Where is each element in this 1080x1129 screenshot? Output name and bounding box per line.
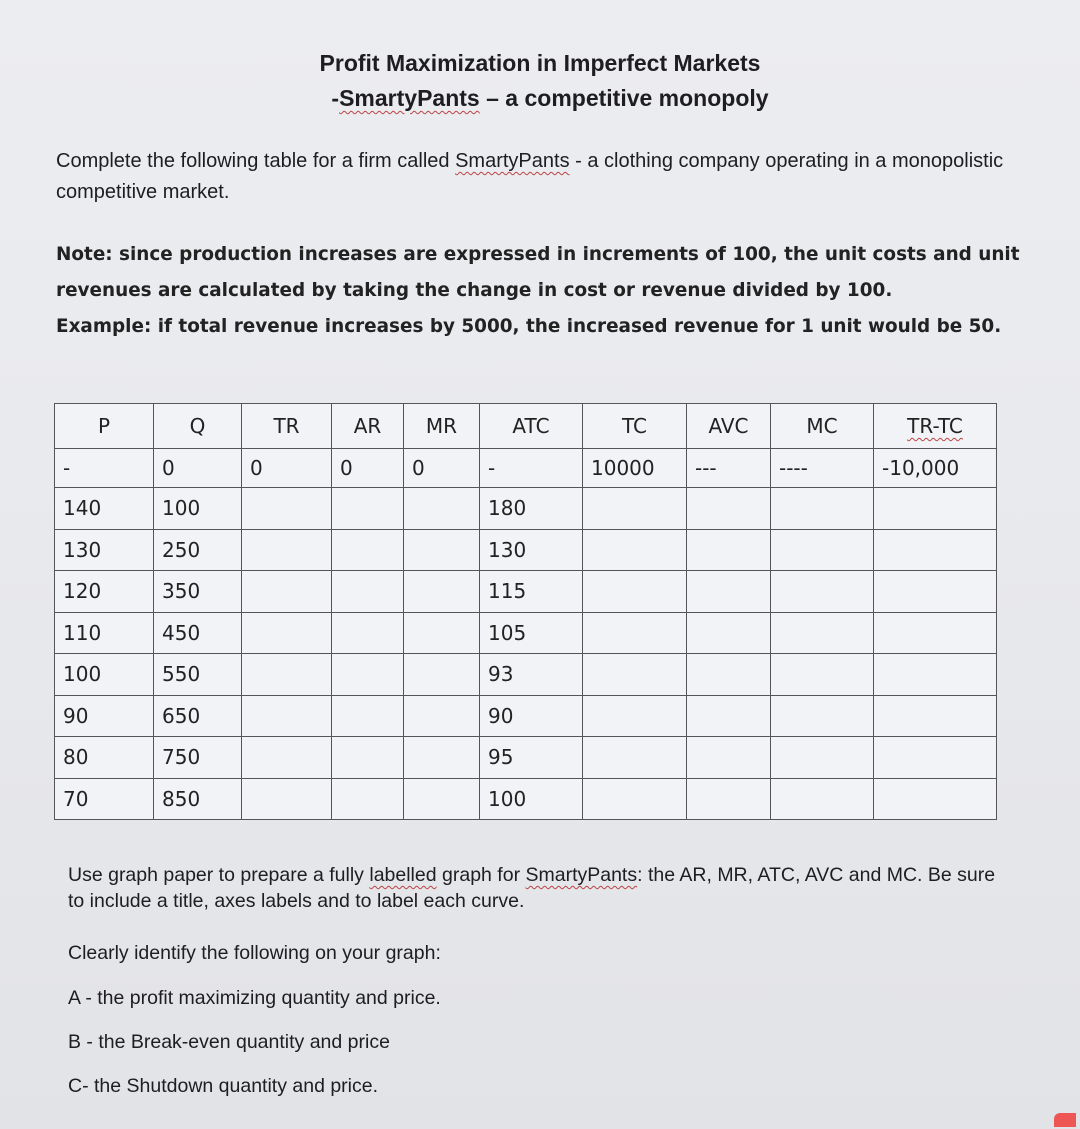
cell-p: 110 [55,612,154,654]
cell-mr[interactable] [404,737,480,779]
table-row [55,737,997,779]
cell-mc[interactable] [771,737,874,779]
cell-ar[interactable] [332,571,404,613]
cell-q: 850 [154,778,242,820]
cell-tr[interactable] [242,529,332,571]
note-paragraph [56,237,1026,345]
cell-p: 120 [55,571,154,613]
cell-avc[interactable] [687,778,771,820]
cell-atc: 115 [480,571,583,613]
title-line-1: Profit Maximization in Imperfect Markets [319,50,761,76]
header-p: P [55,404,154,449]
table-header-row [55,404,997,449]
cell-mr[interactable] [404,654,480,696]
table-row [55,654,997,696]
cell-tr[interactable] [242,737,332,779]
title-dash: - [331,85,340,111]
header-tr-tc-label: TR-TC [907,414,963,438]
cell-ar[interactable] [332,778,404,820]
cell-avc: --- [687,449,771,488]
cell-tr-tc[interactable] [874,571,997,613]
cell-tr[interactable] [242,778,332,820]
cell-avc[interactable] [687,612,771,654]
cell-ar[interactable] [332,695,404,737]
cell-mc[interactable] [771,778,874,820]
cell-tc[interactable] [583,571,687,613]
cell-ar[interactable] [332,612,404,654]
cell-p: 130 [55,529,154,571]
intro-paragraph [56,146,1026,208]
cell-mr[interactable] [404,612,480,654]
title-subtitle: – a competitive monopoly [479,85,769,111]
cell-mc[interactable] [771,488,874,530]
cell-avc[interactable] [687,571,771,613]
graph-text-after: : the AR, MR, ATC, AVC and MC. Be sure to include a title, axes labels and to label each curve. [68,864,996,912]
graph-company-name: SmartyPants [525,864,638,886]
cell-q: 550 [154,654,242,696]
cell-tr[interactable] [242,488,332,530]
cell-mc[interactable] [771,612,874,654]
table-row [55,695,997,737]
cell-tr[interactable] [242,695,332,737]
header-tc: TC [583,404,687,449]
cell-avc[interactable] [687,695,771,737]
cell-mr[interactable] [404,488,480,530]
cell-avc[interactable] [687,529,771,571]
cell-tc[interactable] [583,529,687,571]
note-line-3: Example: if total revenue increases by 5000, the increased revenue for 1 unit would be 50. [56,316,1002,337]
cell-p: - [55,449,154,488]
graph-instructions [68,862,1008,914]
cell-p: 80 [55,737,154,779]
cell-tc[interactable] [583,488,687,530]
intro-text-after: - a clothing company operating in a monopolistic competitive market. [56,150,1004,203]
cell-atc: - [480,449,583,488]
cell-avc[interactable] [687,488,771,530]
cell-atc: 105 [480,612,583,654]
intro-company-name: SmartyPants [455,150,570,172]
item-c-shutdown: C- the Shutdown quantity and price. [68,1075,379,1097]
cell-mc: ---- [771,449,874,488]
cell-atc: 93 [480,654,583,696]
header-atc: ATC [480,404,583,449]
cell-atc: 130 [480,529,583,571]
graph-text-mid: graph for [436,864,526,886]
cell-tr-tc[interactable] [874,488,997,530]
table-row [55,778,997,820]
header-tr-tc [874,404,997,449]
cell-tr[interactable] [242,654,332,696]
cell-p: 100 [55,654,154,696]
cell-q: 100 [154,488,242,530]
cell-tr[interactable] [242,571,332,613]
document-title [0,46,1080,116]
note-line-1: Note: since production increases are expressed in increments of 100, the unit costs and unit [56,244,1020,265]
cell-p: 90 [55,695,154,737]
table-row [55,529,997,571]
cell-q: 750 [154,737,242,779]
cell-atc: 180 [480,488,583,530]
cell-tr: 0 [242,449,332,488]
cell-tc[interactable] [583,778,687,820]
cell-tc[interactable] [583,654,687,696]
intro-text-before: Complete the following table for a firm called [56,150,456,172]
cell-ar[interactable] [332,529,404,571]
header-ar: AR [332,404,404,449]
cell-mc[interactable] [771,571,874,613]
title-line-2 [20,81,1080,116]
header-mr: MR [404,404,480,449]
cell-ar: 0 [332,449,404,488]
cell-atc: 90 [480,695,583,737]
cell-p: 70 [55,778,154,820]
header-tr: TR [242,404,332,449]
title-company-name: SmartyPants [339,85,480,111]
corner-decoration [1054,1113,1076,1127]
item-a-profit-max: A - the profit maximizing quantity and price. [68,987,441,1009]
note-line-2: revenues are calculated by taking the change in cost or revenue divided by 100. [56,280,893,301]
cell-mc[interactable] [771,529,874,571]
cell-mr: 0 [404,449,480,488]
cell-mr[interactable] [404,571,480,613]
cell-mr[interactable] [404,695,480,737]
cell-tr-tc[interactable] [874,695,997,737]
cell-ar[interactable] [332,488,404,530]
cell-atc: 95 [480,737,583,779]
cell-q: 250 [154,529,242,571]
item-b-break-even: B - the Break-even quantity and price [68,1031,390,1053]
cell-mr[interactable] [404,778,480,820]
identify-heading: Clearly identify the following on your graph: [68,942,441,964]
cell-mc[interactable] [771,654,874,696]
cell-tc[interactable] [583,737,687,779]
cell-mr[interactable] [404,529,480,571]
header-avc: AVC [687,404,771,449]
cell-avc[interactable] [687,737,771,779]
graph-text-before: Use graph paper to prepare a fully [68,864,370,886]
cell-tc[interactable] [583,695,687,737]
cell-atc: 100 [480,778,583,820]
cell-q: 0 [154,449,242,488]
cell-q: 650 [154,695,242,737]
cell-p: 140 [55,488,154,530]
cell-tr-tc[interactable] [874,529,997,571]
cell-tr-tc[interactable] [874,654,997,696]
cell-tr-tc[interactable] [874,778,997,820]
cell-ar[interactable] [332,654,404,696]
cell-ar[interactable] [332,737,404,779]
table-row [55,571,997,613]
cost-revenue-table [54,403,997,820]
cell-q: 450 [154,612,242,654]
header-mc: MC [771,404,874,449]
cell-avc[interactable] [687,654,771,696]
cell-mc[interactable] [771,695,874,737]
cell-tr-tc[interactable] [874,612,997,654]
table-row [55,488,997,530]
cell-tr-tc: -10,000 [874,449,997,488]
cell-q: 350 [154,571,242,613]
cell-tr-tc[interactable] [874,737,997,779]
table-row [55,449,997,488]
graph-word-labelled: labelled [369,864,437,886]
cell-tc[interactable] [583,612,687,654]
cell-tr[interactable] [242,612,332,654]
cell-tc: 10000 [583,449,687,488]
table-row [55,612,997,654]
header-q: Q [154,404,242,449]
